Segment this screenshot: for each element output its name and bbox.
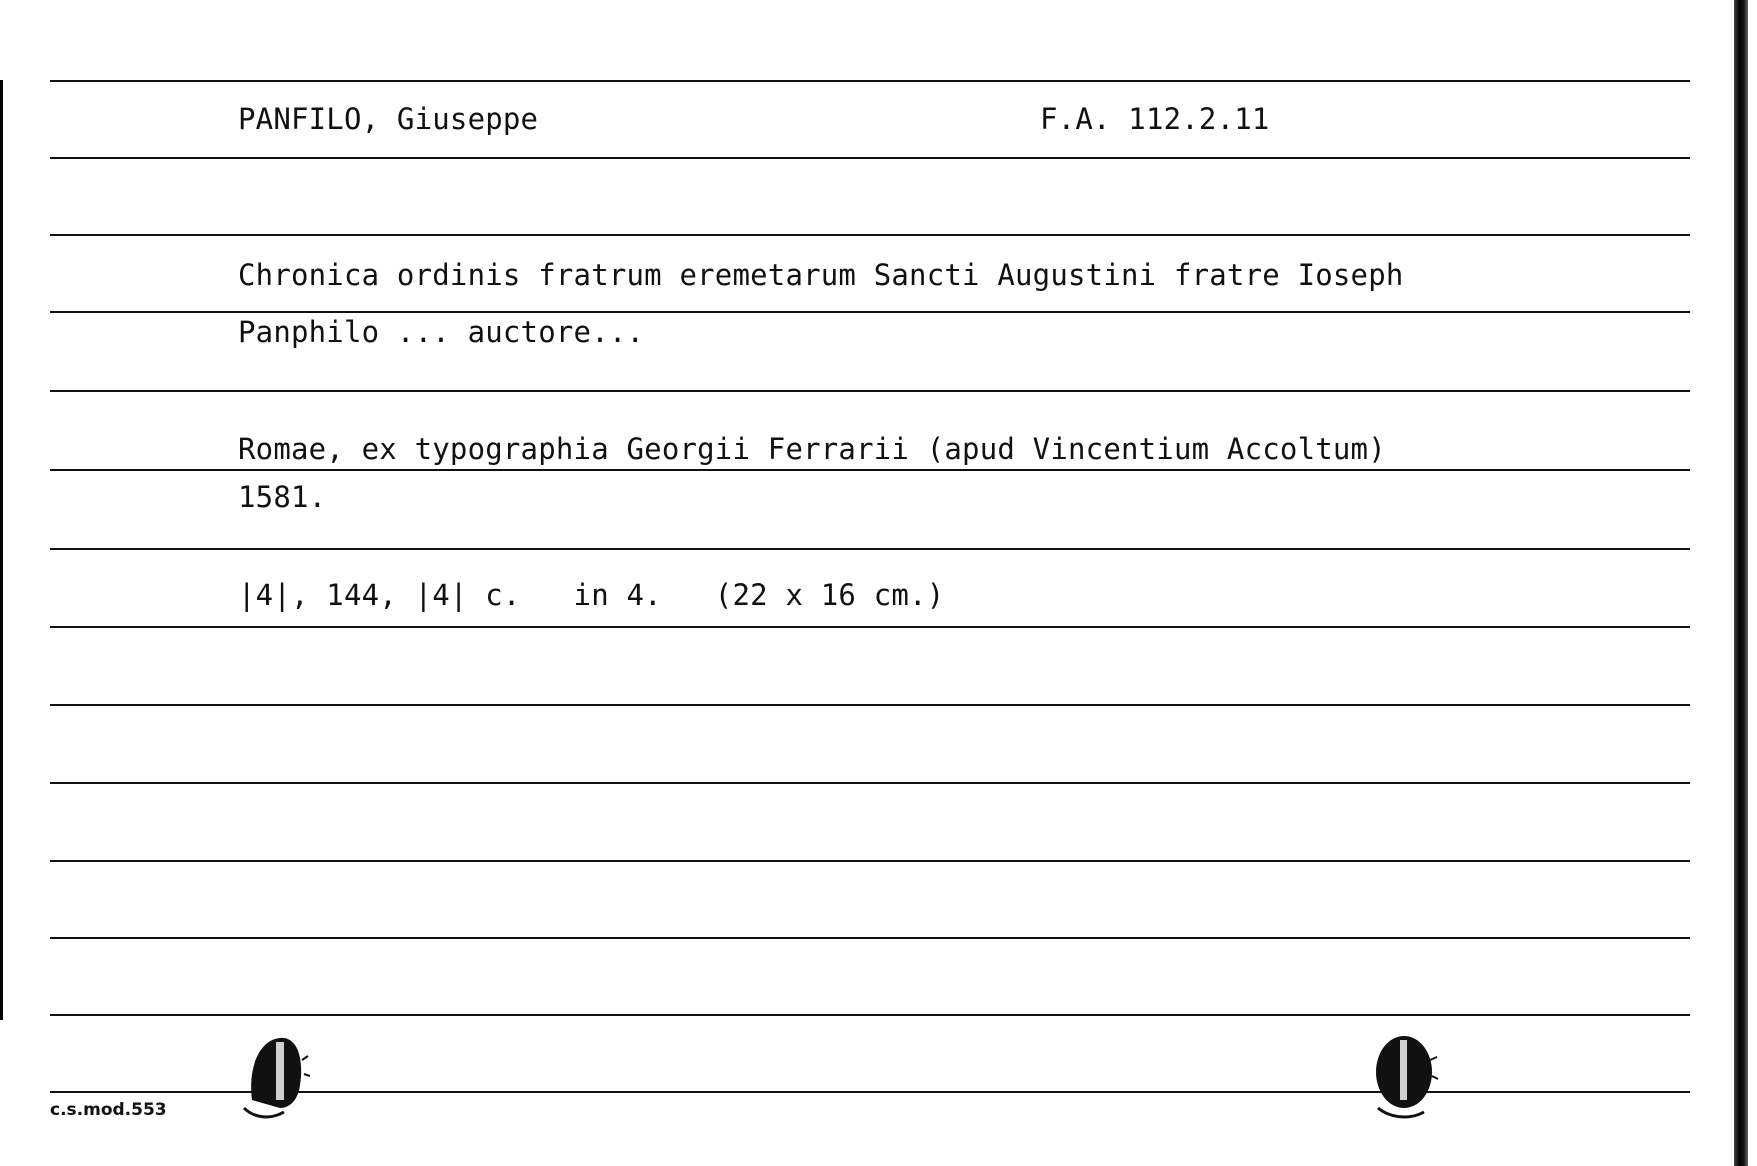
title-line-1: Chronica ordinis fratrum eremetarum Sancti Augustini fratre Ioseph [238, 258, 1404, 292]
ruled-line [50, 80, 1690, 82]
ruled-line [50, 1014, 1690, 1016]
card-left-edge [0, 80, 3, 1020]
author-heading: PANFILO, Giuseppe [238, 102, 539, 136]
shelfmark: F.A. 112.2.11 [1040, 102, 1270, 136]
ruled-line [50, 626, 1690, 628]
imprint-line-1: Romae, ex typographia Georgii Ferrarii (apud Vincentium Accoltum) [238, 432, 1386, 466]
ruled-line [50, 469, 1690, 471]
form-code: c.s.mod.553 [50, 1100, 167, 1120]
card-right-edge [1734, 0, 1748, 1166]
punch-hole-right [1370, 1030, 1440, 1120]
ruled-line [50, 157, 1690, 159]
imprint-line-2: 1581. [238, 480, 327, 514]
collation: |4|, 144, |4| c. in 4. (22 x 16 cm.) [238, 578, 945, 612]
ruled-line [50, 311, 1690, 313]
ruled-line [50, 860, 1690, 862]
punch-hole-left [240, 1030, 310, 1120]
ruled-line [50, 234, 1690, 236]
ruled-line [50, 782, 1690, 784]
ruled-line [50, 704, 1690, 706]
ruled-line [50, 937, 1690, 939]
title-line-2: Panphilo ... auctore... [238, 315, 645, 349]
ruled-line [50, 548, 1690, 550]
ruled-line [50, 390, 1690, 392]
